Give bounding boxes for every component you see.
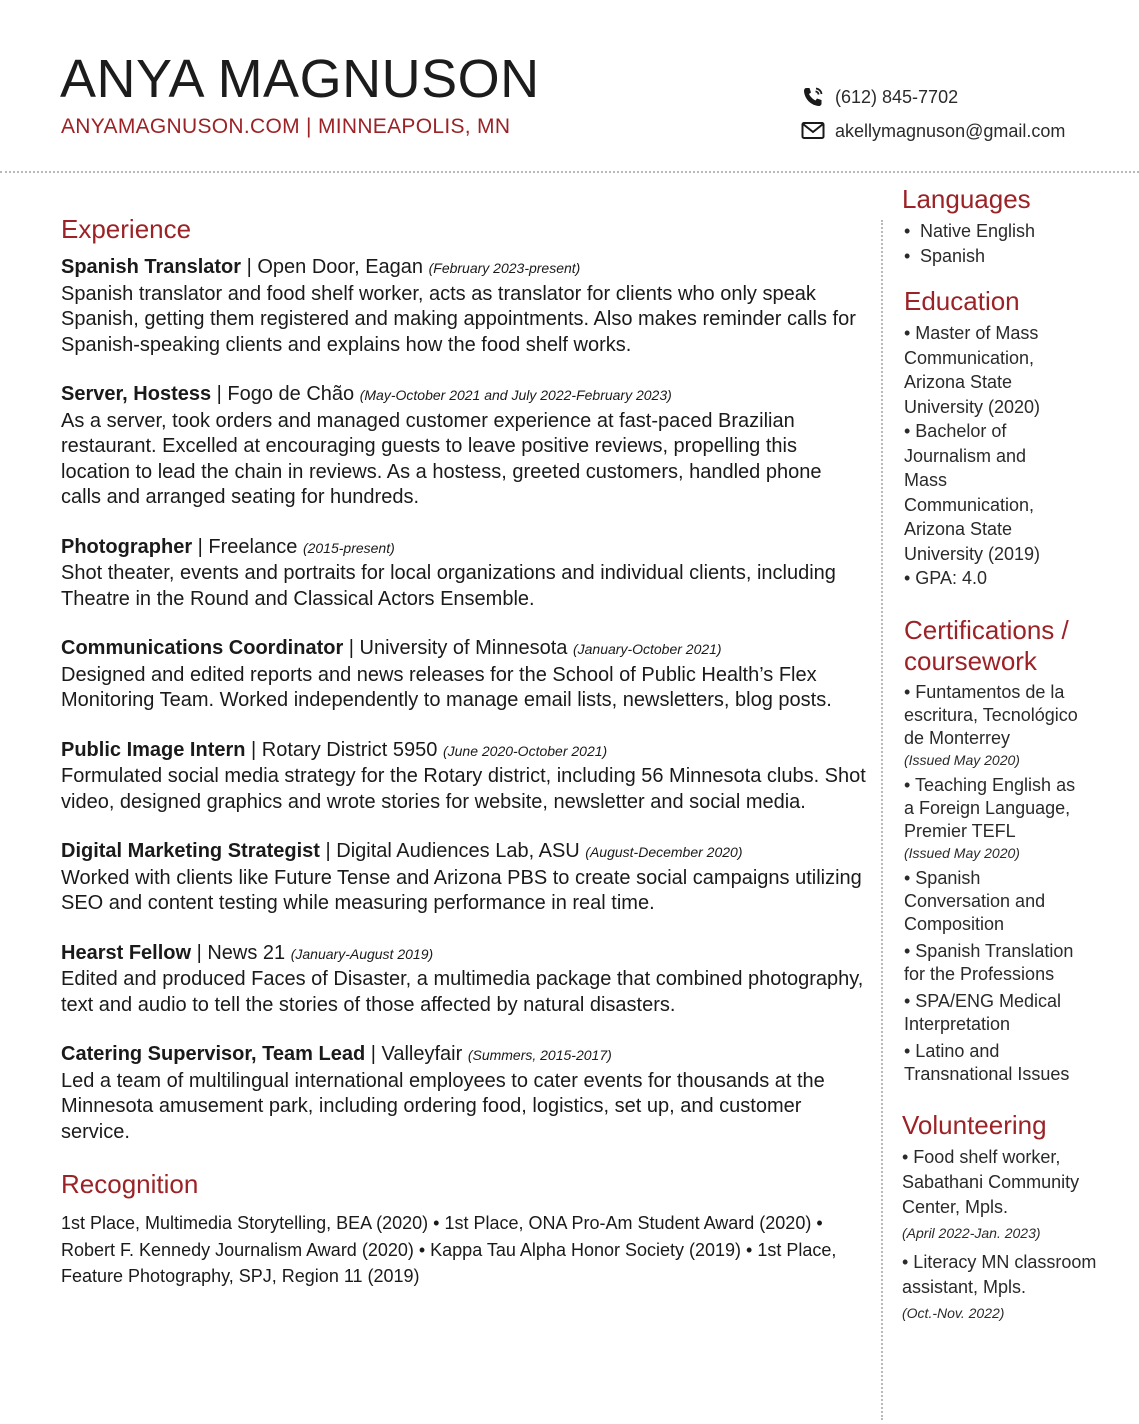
job-date: (Summers, 2015-2017) <box>467 1047 612 1064</box>
certifications-section <box>904 615 1082 1086</box>
job-entry <box>61 535 866 613</box>
list-item: • Funtamentos de la escritura, Tecnológico de Monterrey (Issued May 2020) <box>904 681 1082 770</box>
job-description: Designed and edited reports and news releases for the School of Public Health’s Flex Monitoring Team. Worked independently to manage email lists, newsletters, blog posts. <box>61 663 832 712</box>
job-entry <box>61 255 866 358</box>
job-date: (May-October 2021 and July 2022-February 2023) <box>359 387 672 404</box>
list-item: • Food shelf worker, Sabathani Community Center, Mpls. <box>902 1147 1080 1218</box>
job-org: | Valleyfair <box>365 1043 468 1066</box>
list-item: • Bachelor of Journalism and Mass Communication, Arizona State University (2019) <box>904 421 1041 564</box>
job-title: Public Image Intern <box>61 738 246 761</box>
phone-row <box>800 80 1065 114</box>
contact-info <box>800 80 1065 148</box>
volunteer-date: (April 2022-Jan. 2023) <box>902 1225 1041 1242</box>
job-date: (2015-present) <box>302 539 395 556</box>
job-org: | Fogo de Chão <box>211 383 360 406</box>
email-row <box>800 114 1065 148</box>
job-entry <box>61 636 866 714</box>
language: Native English <box>920 221 1036 242</box>
job-entry <box>61 941 866 1019</box>
list-item: • SPA/ENG Medical Interpretation <box>904 991 1062 1035</box>
main-column <box>61 214 866 1290</box>
list-item: • Native English <box>904 221 1036 242</box>
volunteering-heading: Volunteering <box>902 1110 1047 1141</box>
list-item: • GPA: 4.0 <box>904 568 988 589</box>
side-column <box>902 184 1102 1344</box>
job-description: Formulated social media strategy for the Rotary district, including 56 Minnesota clubs. Shot video, designed graphics and wrote stories for website, newsletter and social media. <box>61 765 866 813</box>
language: Spanish <box>920 245 986 266</box>
job-date: (January-August 2019) <box>290 945 434 962</box>
recognition-heading: Recognition <box>61 1169 199 1200</box>
experience-heading: Experience <box>61 214 192 244</box>
job-description: Worked with clients like Future Tense and Arizona PBS to create social campaigns utilizing SEO and content testing while measuring performance in real time. <box>61 866 862 915</box>
job-title: Hearst Fellow <box>61 941 192 964</box>
job-description: As a server, took orders and managed customer experience at fast-paced Brazilian restaurant. Excelled at encouraging guests to leave positive reviews, propelling this location to lead the chain in reviews. As a hostess, greeted customers, handled phone calls and arranged seating for hundreds. <box>61 409 822 509</box>
job-description: Led a team of multilingual international employees to cater events for thousands at the Minnesota amusement park, including ordering food, logistics, set up, and customer service. <box>61 1069 825 1143</box>
job-org: | Digital Audiences Lab, ASU <box>319 840 586 863</box>
list-item: • Spanish Conversation and Composition <box>904 868 1046 935</box>
list-item: • Latino and Transnational Issues <box>904 1041 1070 1085</box>
column-divider <box>881 220 883 1420</box>
job-org: | Open Door, Eagan <box>241 256 429 279</box>
job-entry <box>61 1042 866 1145</box>
job-title: Spanish Translator <box>61 256 242 279</box>
candidate-name: ANYA MAGNUSON <box>60 49 540 109</box>
job-entry <box>61 382 866 511</box>
list-item: • Spanish <box>904 245 986 266</box>
volunteer-date: (Oct.-Nov. 2022) <box>902 1305 1005 1322</box>
job-entry <box>61 738 866 816</box>
email-address: akellymagnuson@gmail.com <box>835 120 1066 141</box>
list-item: • Teaching English as a Foreign Language, Premier TEFL (Issued May 2020) <box>904 774 1082 863</box>
job-date: (August-December 2020) <box>585 844 743 861</box>
education-section <box>904 286 1064 591</box>
job-description: Spanish translator and food shelf worker, acts as translator for clients who only speak Spanish, getting them registered and making appointments. Also makes reminder calls for Spanish-speaking clients and explains how the food shelf works. <box>61 282 856 356</box>
issued-date: (Issued May 2020) <box>904 845 1020 862</box>
job-description: Edited and produced Faces of Disaster, a multimedia package that combined photography, text and audio to tell the stories of those affected by natural disasters. <box>61 968 864 1016</box>
job-title: Communications Coordinator <box>61 637 344 660</box>
list-item: • Master of Mass Communication, Arizona State University (2020) <box>904 323 1041 417</box>
mail-icon <box>800 119 826 143</box>
experience-list <box>61 255 866 1145</box>
job-date: (January-October 2021) <box>572 641 722 658</box>
list-item: • Literacy MN classroom assistant, Mpls. <box>902 1252 1097 1298</box>
phone-icon <box>800 85 826 109</box>
job-org: | Freelance <box>192 535 303 558</box>
header-divider <box>0 171 1139 173</box>
job-org: | News 21 <box>191 941 291 964</box>
certifications-heading: Certifications / coursework <box>904 614 1069 677</box>
job-date: (June 2020-October 2021) <box>442 742 608 759</box>
job-title: Catering Supervisor, Team Lead <box>61 1043 366 1066</box>
issued-date: (Issued May 2020) <box>904 752 1020 769</box>
volunteering-section <box>902 1110 1098 1326</box>
job-org: | University of Minnesota <box>343 637 573 660</box>
languages-heading: Languages <box>902 184 1031 214</box>
job-title: Digital Marketing Strategist <box>61 840 320 863</box>
job-description: Shot theater, events and portraits for local organizations and individual clients, including Theatre in the Round and Classical Actors Ensemble. <box>61 562 836 610</box>
languages-section <box>902 184 1102 268</box>
job-title: Photographer <box>61 535 193 558</box>
job-entry <box>61 839 866 917</box>
recognition-text: 1st Place, Multimedia Storytelling, BEA (2020) • 1st Place, ONA Pro-Am Student Award (2020) • Robert F. Kennedy Journalism Award (2020) • Kappa Tau Alpha Honor Society (2019) • 1st Place, Feature Photography, SPJ, Region 11 (2019) <box>61 1213 837 1287</box>
job-date: (February 2023-present) <box>428 260 581 277</box>
phone-number: (612) 845-7702 <box>835 86 959 107</box>
list-item: • Spanish Translation for the Professions <box>904 941 1074 985</box>
job-title: Server, Hostess <box>61 383 212 406</box>
job-org: | Rotary District 5950 <box>245 738 443 761</box>
website-location: ANYAMAGNUSON.COM | MINNEAPOLIS, MN <box>61 115 511 138</box>
education-heading: Education <box>904 286 1020 317</box>
